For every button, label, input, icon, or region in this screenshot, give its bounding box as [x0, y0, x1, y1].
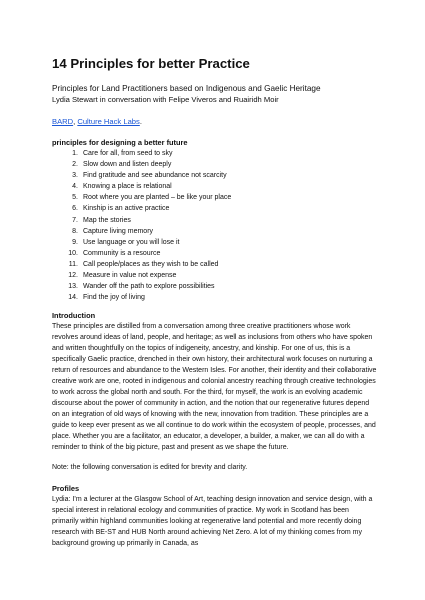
introduction-heading: Introduction [52, 311, 96, 321]
principle-item [52, 148, 377, 159]
links-trailing: . [139, 117, 142, 126]
principle-text: Knowing a place is relational [83, 183, 172, 191]
principle-number: 10. [68, 249, 78, 257]
principle-number: 3. [72, 172, 78, 180]
principle-text: Use language or you will lose it [83, 238, 180, 246]
principle-text: Slow down and listen deeply [83, 161, 172, 169]
principle-number: 7. [72, 216, 78, 224]
principle-item [52, 159, 377, 170]
principle-item [52, 259, 377, 270]
principle-number: 12. [68, 272, 78, 280]
principle-text: Call people/places as they wish to be called [83, 260, 219, 268]
document-page [52, 56, 377, 558]
principle-text: Find the joy of living [83, 294, 145, 302]
profiles-heading: Profiles [52, 484, 80, 494]
principle-text: Capture living memory [83, 227, 154, 235]
principle-number: 5. [72, 194, 78, 202]
principle-text: Kinship is an active practice [83, 205, 170, 213]
principle-item [52, 281, 377, 292]
principle-text: Map the stories [83, 216, 131, 224]
document-subtitle: Principles for Land Practitioners based on Indigenous and Gaelic Heritage [52, 84, 321, 93]
principle-item [52, 237, 377, 248]
links-separator: , [73, 117, 78, 126]
principle-number: 1. [72, 150, 78, 157]
principle-number: 9. [72, 238, 78, 246]
principle-item [52, 248, 377, 259]
principle-text: Community is a resource [83, 249, 161, 257]
principle-number: 4. [72, 183, 78, 191]
principle-item [52, 203, 377, 214]
editor-note: Note: the following conversation is edited for brevity and clarity. [52, 464, 248, 472]
principle-text: Root where you are planted – be like your place [83, 194, 232, 202]
principle-number: 6. [72, 205, 78, 213]
principle-number: 2. [72, 161, 78, 169]
principle-item [52, 292, 377, 303]
principle-number: 8. [72, 227, 78, 235]
principle-number: 14. [68, 294, 78, 302]
principle-item [52, 215, 377, 226]
principle-text: Measure in value not expense [83, 272, 177, 280]
principle-number: 11. [68, 260, 78, 268]
profiles-body: Lydia: I’m a lecturer at the Glasgow School of Art, teaching design innovation and service design, with a special interest in relational ecology and communities of practice. My work in Scotland has been primarily within highland communities looking at regenerative land potential and more recently doing research with BE-ST and HUB North around achieving Net Zero. A lot of my thinking comes from my background growing up primarily in Canada, as [52, 496, 373, 548]
principle-item [52, 226, 377, 237]
culture-hack-labs-link[interactable]: Culture Hack Labs [77, 117, 140, 126]
principle-number: 13. [68, 283, 78, 291]
principle-item [52, 270, 377, 281]
principle-item [52, 181, 377, 192]
principle-text: Find gratitude and see abundance not scarcity [83, 172, 227, 180]
principles-heading: principles for designing a better future [52, 138, 188, 147]
principle-text: Care for all, from seed to sky [83, 150, 173, 157]
document-authors: Lydia Stewart in conversation with Felipe Viveros and Ruairidh Moir [52, 95, 279, 104]
bard-link[interactable]: BARD [52, 117, 74, 126]
introduction-body: These principles are distilled from a conversation among three creative practitioners whose work revolves around ideas of land, people, and heritage; as well as inclusions from others who have spoken and written thoughtfully on the topics of indigeneity, ancestry, and kinship. For one of us, this is a specifically Gaelic practice, drenched in their own history, their architectural work focuses on nurturing a return of resources and abundance to the Western Isles. For another, their identity and their collaborative creative work are one, rooted in indigenous and colonial ancestry reaching through creative technologies to work across the global north and south. For the third, for myself, the work is an evolving academic discourse about the power of community in action, and the notion that our regenerative futures depend on an integration of old ways of knowing with the new, innovation from tradition. These principles are a guide to keep ever present as we all continue to do work within the ecosystem of people, processes, and place. Whether you are a facilitator, an educator, a developer, a builder, a maker, we can all do with a reminder to think of the big picture, past and present as we shape the future. [52, 323, 377, 452]
principles-list [52, 148, 377, 303]
document-title: 14 Principles for better Practice [52, 56, 250, 71]
links-line [52, 117, 377, 127]
principle-text: Wander off the path to explore possibilities [83, 283, 215, 291]
principle-item [52, 192, 377, 203]
principle-item [52, 170, 377, 181]
